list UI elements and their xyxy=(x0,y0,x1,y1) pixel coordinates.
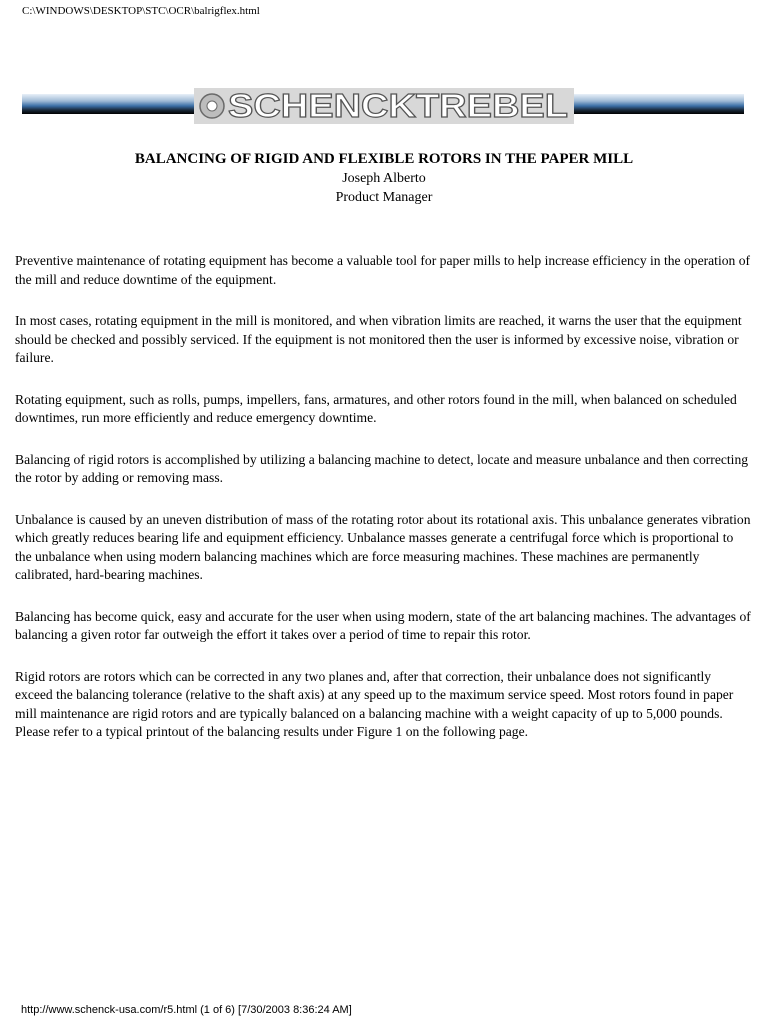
article-author-role: Product Manager xyxy=(335,190,433,205)
banner-stripe-left xyxy=(22,94,194,114)
article-heading xyxy=(0,150,768,207)
article-paragraph: Unbalance is caused by an uneven distribution of mass of the rotating rotor about its rotational axis. This unbalance generates vibration which greatly reduces bearing life and equipment efficiency. Unbalance masses generate a centrifugal force which is proportional to the unbalance when using modern balancing machines which are force measuring machines. These machines are permanently calibrated, hard-bearing machines. xyxy=(15,511,751,582)
footer-url: http://www.schenck-usa.com/r5.html (1 of 6) [7/30/2003 8:36:24 AM] xyxy=(21,1004,352,1016)
logo-text: SCHENCKTREBEL xyxy=(228,87,568,124)
article-title: BALANCING OF RIGID AND FLEXIBLE ROTORS IN THE PAPER MILL xyxy=(134,151,634,167)
article-author: Joseph Alberto xyxy=(342,171,426,186)
article-paragraph: Rigid rotors are rotors which can be corrected in any two planes and, after that correction, their unbalance does not significantly exceed the balancing tolerance (relative to the shaft axis) at any speed up to the maximum service speed. Most rotors found in paper mill maintenance are rigid rotors and are typically balanced on a balancing machine with a weight capacity of up to 5,000 pounds. Please refer to a typical printout of the balancing results under Figure 1 on the following page. xyxy=(15,668,734,739)
article-paragraph: Rotating equipment, such as rolls, pumps, impellers, fans, armatures, and other rotors found in the mill, when balanced on scheduled downtimes, run more efficiently and reduce emergency downtime. xyxy=(15,391,737,425)
schenck-trebel-banner xyxy=(22,86,744,126)
article-body xyxy=(15,252,752,765)
banner-stripe-right xyxy=(574,94,744,114)
article-paragraph: Preventive maintenance of rotating equipment has become a valuable tool for paper mills to help increase efficiency in the operation of the mill and reduce downtime of the equipment. xyxy=(15,253,751,287)
article-paragraph: Balancing has become quick, easy and accurate for the user when using modern, state of the art balancing machines. The advantages of balancing a given rotor far outweigh the effort it takes over a period of time to repair this rotor. xyxy=(15,608,751,642)
article-paragraph: Balancing of rigid rotors is accomplished by utilizing a balancing machine to detect, locate and measure unbalance and then correcting the rotor by adding or removing mass. xyxy=(15,451,749,485)
file-path-header: C:\WINDOWS\DESKTOP\STC\OCR\balrigflex.html xyxy=(22,5,260,17)
article-paragraph: In most cases, rotating equipment in the mill is monitored, and when vibration limits are reached, it warns the user that the equipment should be checked and possibly serviced. If the equipment is not monitored then the user is informed by excessive noise, vibration or failure. xyxy=(15,313,742,365)
